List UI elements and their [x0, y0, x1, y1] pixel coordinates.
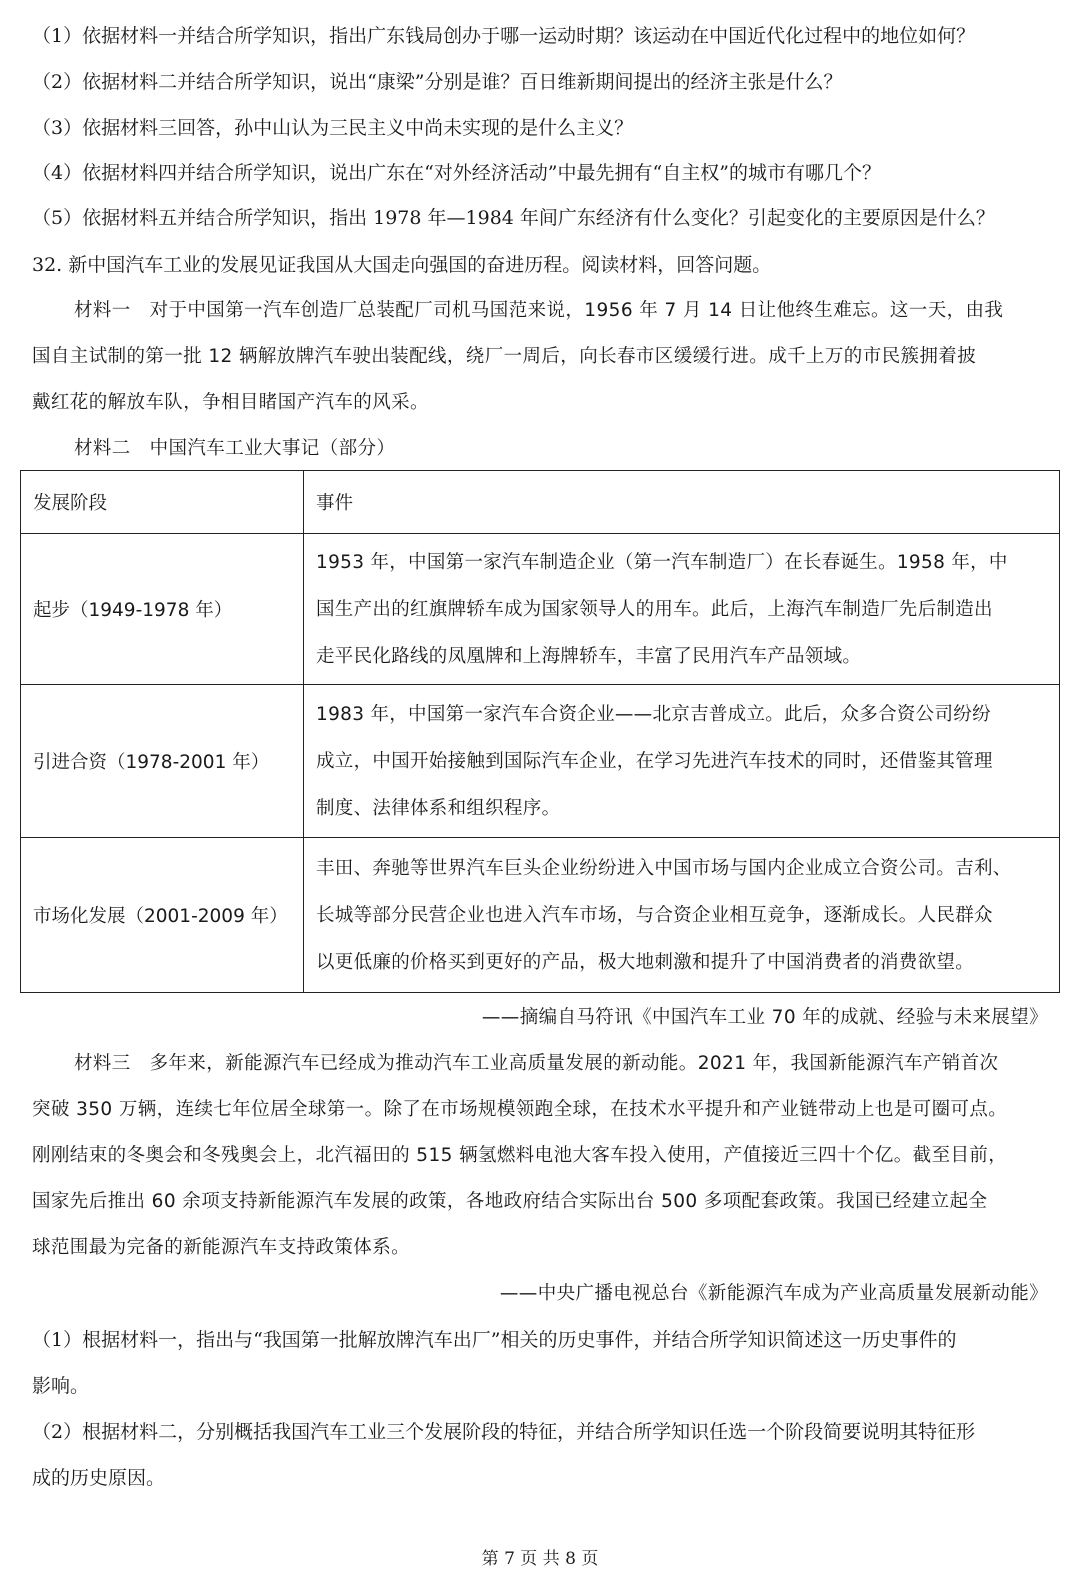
- stage-cell: 起步（1949-1978 年）: [21, 534, 304, 685]
- prev-question-1: （1）依据材料一并结合所学知识，指出广东钱局创办于哪一运动时期？该运动在中国近代化过程中的地位如何？: [32, 25, 976, 47]
- material-2-title: 材料二 中国汽车工业大事记（部分）: [74, 438, 396, 459]
- material-3-source: ——中央广播电视总台《新能源汽车成为产业高质量发展新动能》: [499, 1283, 1048, 1304]
- event-cell: [304, 838, 1060, 993]
- event-cell: [304, 685, 1060, 838]
- table-row: [21, 534, 1060, 685]
- material-1-line: 材料一 对于中国第一汽车创造厂总装配厂司机马国范来说，1956 年 7 月 14 日让他终生难忘。这一天，由我: [74, 300, 1004, 321]
- material-3-line: 材料三 多年来，新能源汽车已经成为推动汽车工业高质量发展的新动能。2021 年，我国新能源汽车产销首次: [74, 1053, 999, 1074]
- event-line: 长城等部分民营企业也进入汽车市场，与合资企业相互竞争，逐渐成长。人民群众: [316, 904, 993, 926]
- material-1-line: 戴红花的解放车队，争相目睹国产汽车的风采。: [32, 392, 429, 413]
- event-line: 制度、法律体系和组织程序。: [316, 797, 561, 819]
- event-line: 国生产出的红旗牌轿车成为国家领导人的用车。此后，上海汽车制造厂先后制造出: [316, 598, 993, 620]
- header-stage: 发展阶段: [21, 471, 304, 534]
- page-number: 第 7 页 共 8 页: [481, 1549, 599, 1569]
- events-table: [20, 470, 1060, 993]
- table-header-row: [21, 471, 1060, 534]
- question-32-intro: 32. 新中国汽车工业的发展见证我国从大国走向强国的奋进历程。阅读材料，回答问题。: [32, 254, 772, 276]
- material-3-line: 国家先后推出 60 余项支持新能源汽车发展的政策，各地政府结合实际出台 500 多项配套政策。我国已经建立起全: [32, 1191, 988, 1212]
- stage-cell: 市场化发展（2001-2009 年）: [21, 838, 304, 993]
- prev-question-5: （5）依据材料五并结合所学知识，指出 1978 年—1984 年间广东经济有什么变化？引起变化的主要原因是什么？: [32, 207, 995, 229]
- header-event: 事件: [304, 471, 1060, 534]
- event-line: 1983 年，中国第一家汽车合资企业——北京吉普成立。此后，众多合资公司纷纷: [316, 703, 991, 725]
- question-32-2-line: 成的历史原因。: [32, 1467, 166, 1489]
- stage-cell: 引进合资（1978-2001 年）: [21, 685, 304, 838]
- material-1-line: 国自主试制的第一批 12 辆解放牌汽车驶出装配线，绕厂一周后，向长春市区缓缓行进。成千上万的市民簇拥着披: [32, 346, 977, 367]
- event-line: 以更低廉的价格买到更好的产品，极大地刺激和提升了中国消费者的消费欲望。: [316, 951, 975, 973]
- table-row: [21, 838, 1060, 993]
- event-line: 走平民化路线的凤凰牌和上海牌轿车，丰富了民用汽车产品领域。: [316, 645, 862, 667]
- question-32-2-line: （2）根据材料二，分别概括我国汽车工业三个发展阶段的特征，并结合所学知识任选一个阶段简要说明其特征形: [32, 1421, 976, 1443]
- table-row: [21, 685, 1060, 838]
- material-3-line: 突破 350 万辆，连续七年位居全球第一。除了在市场规模领跑全球，在技术水平提升和产业链带动上也是可圈可点。: [32, 1099, 1008, 1120]
- event-line: 丰田、奔驰等世界汽车巨头企业纷纷进入中国市场与国内企业成立合资公司。吉利、: [316, 857, 1012, 879]
- question-32-1-line: （1）根据材料一，指出与“我国第一批解放牌汽车出厂”相关的历史事件，并结合所学知识简述这一历史事件的: [32, 1329, 957, 1351]
- material-3-line: 球范围最为完备的新能源汽车支持政策体系。: [32, 1237, 411, 1258]
- prev-question-3: （3）依据材料三回答，孙中山认为三民主义中尚未实现的是什么主义？: [32, 117, 634, 139]
- event-line: 成立，中国开始接触到国际汽车企业，在学习先进汽车技术的同时，还借鉴其管理: [316, 750, 993, 772]
- material-2-source: ——摘编自马符讯《中国汽车工业 70 年的成就、经验与未来展望》: [481, 1007, 1048, 1028]
- prev-question-2: （2）依据材料二并结合所学知识，说出“康梁”分别是谁？百日维新期间提出的经济主张是什么？: [32, 71, 843, 93]
- event-line: 1953 年，中国第一家汽车制造企业（第一汽车制造厂）在长春诞生。1958 年，中: [316, 551, 1008, 573]
- event-cell: [304, 534, 1060, 685]
- material-3-line: 刚刚结束的冬奥会和冬残奥会上，北汽福田的 515 辆氢燃料电池大客车投入使用，产值接近三四十个亿。截至目前，: [32, 1145, 1008, 1166]
- question-32-1-line: 影响。: [32, 1375, 90, 1397]
- prev-question-4: （4）依据材料四并结合所学知识，说出广东在“对外经济活动”中最先拥有“自主权”的城市有哪几个？: [32, 162, 881, 184]
